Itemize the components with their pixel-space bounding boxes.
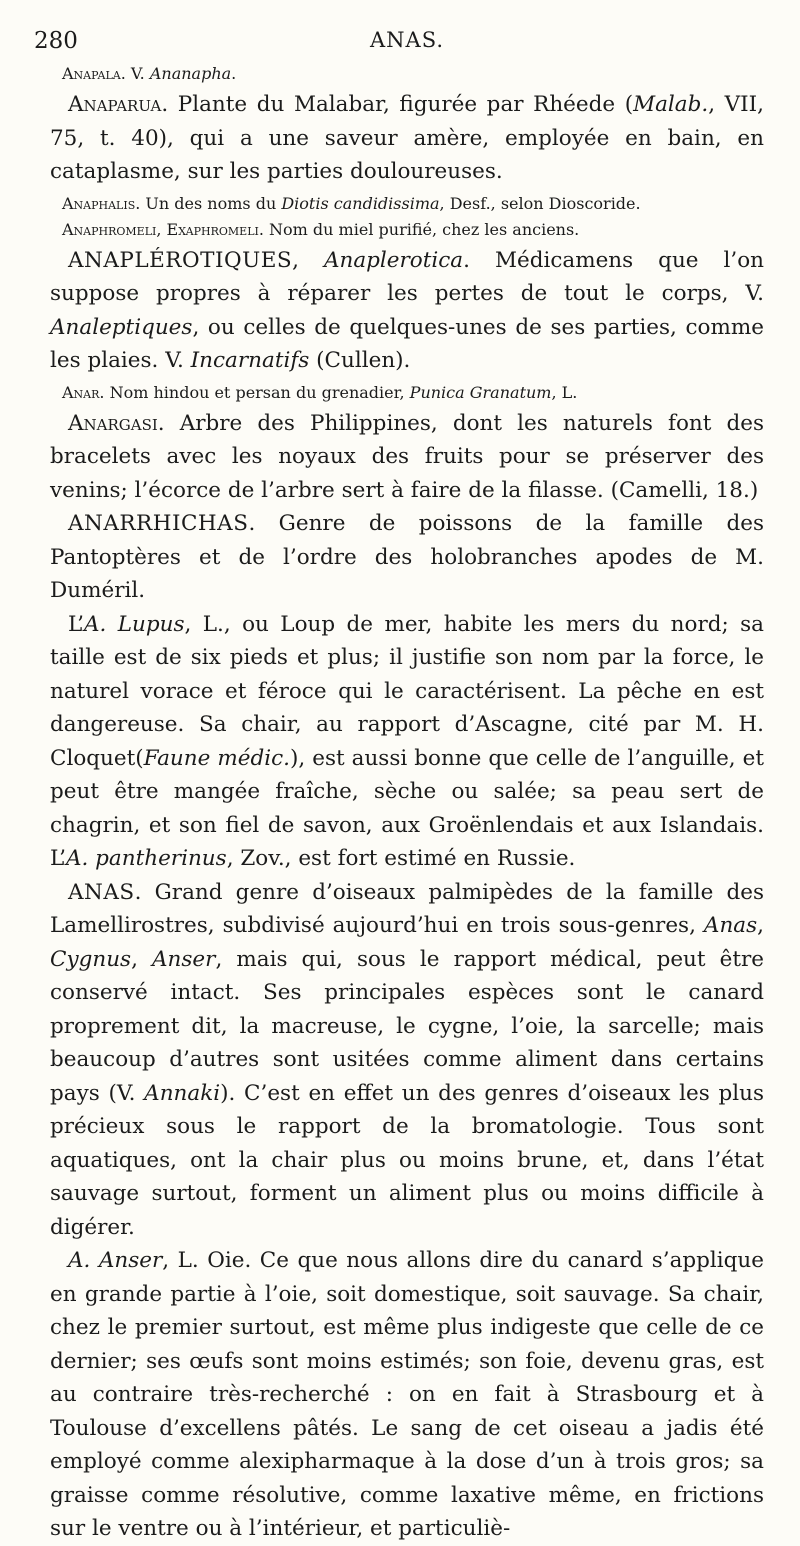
body-text: . Plante du Malabar, figurée par Rhéede ( [161, 92, 634, 117]
headword: Anargasi [68, 410, 158, 436]
entry-anaplerotiques [50, 244, 764, 378]
body-text: , [757, 913, 764, 938]
entry-anser [50, 1244, 764, 1546]
body-text: L’ [68, 611, 84, 637]
headword: Anapala [62, 64, 121, 83]
entries-column [50, 62, 764, 1546]
page-header [34, 22, 764, 56]
italic-text: Analeptiques [50, 314, 193, 340]
body-text: , Desf., selon Dioscoride. [439, 193, 641, 213]
body-text: , L., ou Loup de mer, habite les mers du nord; sa taille est de six pieds et plus; il justifie son nom par la force, le naturel vorace et féroce qui le caractérisent. La pêche en est dangereuse. Sa chair, au rapport d’Ascagne, cité par M. H. Cloquet( [50, 611, 765, 771]
entry-anar [50, 381, 764, 404]
entry-anaparua [50, 88, 764, 189]
body-text: . Nom du miel purifié, chez les anciens. [258, 219, 580, 239]
body-text: ). C’est en effet un des genres d’oiseaux les plus précieux sous le rapport de la bromatologie. Tous sont aquatiques, ont la chair plus ou moins brune, et, dans l’état sauvage surtout, forment un aliment plus ou moins difficile à digérer. [50, 1080, 765, 1240]
running-head: ANAS. [369, 28, 445, 52]
body-text: , mais qui, sous le rapport médical, peut être conservé intact. Ses principales espèces sont le canard proprement dit, la macreuse, le cygne, l’oie, la sarcelle; mais beaucoup d’autres sont usitées comme aliment dans certains pays (V. [50, 946, 764, 1106]
italic-text: Ananapha [149, 64, 232, 83]
body-text: (Cullen). [309, 348, 411, 373]
italic-text: Cygnus [50, 946, 132, 972]
body-text: . Nom hindou et persan du grenadier, [99, 382, 410, 402]
italic-text: A. Anser [68, 1248, 163, 1273]
italic-text: Punica Granatum [409, 382, 552, 402]
headword: ANARRHICHAS [68, 511, 249, 536]
body-text: , ou celles de quelques-unes de ses parties, comme les plaies. V. [50, 314, 764, 373]
body-text: , Zov., est fort estimé en Russie. [226, 846, 576, 871]
italic-text: Incarnatifs [190, 348, 310, 373]
italic-text: Anser [152, 946, 216, 972]
italic-text: Malab. [633, 92, 709, 117]
entry-anapala [50, 62, 764, 85]
entry-anarrhichas [50, 507, 764, 608]
body-text: , [156, 219, 167, 239]
body-text: . Un des noms du [135, 193, 282, 213]
headword: ANAPLÉROTIQUES [68, 247, 293, 273]
italic-text: Annaki [144, 1080, 221, 1106]
italic-text: A. pantherinus [65, 846, 227, 871]
body-text: , L. [551, 382, 578, 402]
body-text: , [292, 247, 324, 273]
italic-text: Diotis candidissima [281, 193, 440, 213]
body-text: . Médicamens que l’on suppose propres à réparer les pertes de tout le corps, V. [50, 247, 765, 306]
body-text: ), est aussi bonne que celle de l’anguille, et peut être mangée fraîche, sèche ou salée; sa peau sert de chagrin, et son fiel de savon, aux Groënlendais et aux Islandais. L’ [50, 745, 765, 871]
body-text: . Genre de poissons de la famille des Pantoptères et de l’ordre des holobranches apodes de M. Duméril. [50, 511, 764, 603]
entry-anargasi [50, 407, 764, 508]
page-number: 280 [34, 28, 78, 54]
body-text: . [231, 64, 237, 83]
entry-anas [50, 876, 764, 1245]
entry-anaphromeli [50, 218, 764, 241]
headword: ANAS [68, 879, 135, 905]
headword: Anaparua [68, 92, 162, 117]
body-text: . Grand genre d’oiseaux palmipèdes de la famille des Lamellirostres, subdivisé aujourd’hui en trois sous-genres, [50, 879, 764, 938]
body-text: , L. Oie. Ce que nous allons dire du canard s’applique en grande partie à l’oie, soit domestique, soit sauvage. Sa chair, chez le premier surtout, est même plus indigeste que celle de ce dernier; ses œufs sont moins estimés; son foie, devenu gras, est au contraire très-recherché : on en fait à Strasbourg et à Toulouse d’excellens pâtés. Le sang de cet oiseau a jadis été employé comme alexipharmaque à la dose d’un à trois gros; sa graisse comme résolutive, comme laxative même, en frictions sur le ventre ou à l’intérieur, et particuliè- [50, 1248, 764, 1541]
italic-text: Anaplerotica [323, 247, 464, 273]
entry-lupus [50, 608, 764, 876]
headword: Exaphromeli [166, 219, 259, 239]
italic-text: Faune médic. [143, 745, 290, 771]
headword: Anaphromeli [62, 219, 157, 239]
italic-text: Anas [703, 913, 758, 938]
body-text: . V. [120, 64, 150, 83]
body-text: , VII, 75, t. 40), qui a une saveur amère, employée en bain, en cataplasme, sur les parties douloureuses. [50, 92, 764, 184]
headword: Anaphalis [62, 193, 136, 213]
body-text: , [131, 946, 153, 972]
entry-anaphalis [50, 192, 764, 215]
italic-text: A. Lupus [83, 611, 185, 637]
headword: Anar [62, 382, 100, 402]
body-text: . Arbre des Philippines, dont les naturels font des bracelets avec les noyaux des fruits pour se préserver des venins; l’écorce de l’arbre sert à faire de la filasse. (Camelli, 18.) [50, 410, 764, 503]
